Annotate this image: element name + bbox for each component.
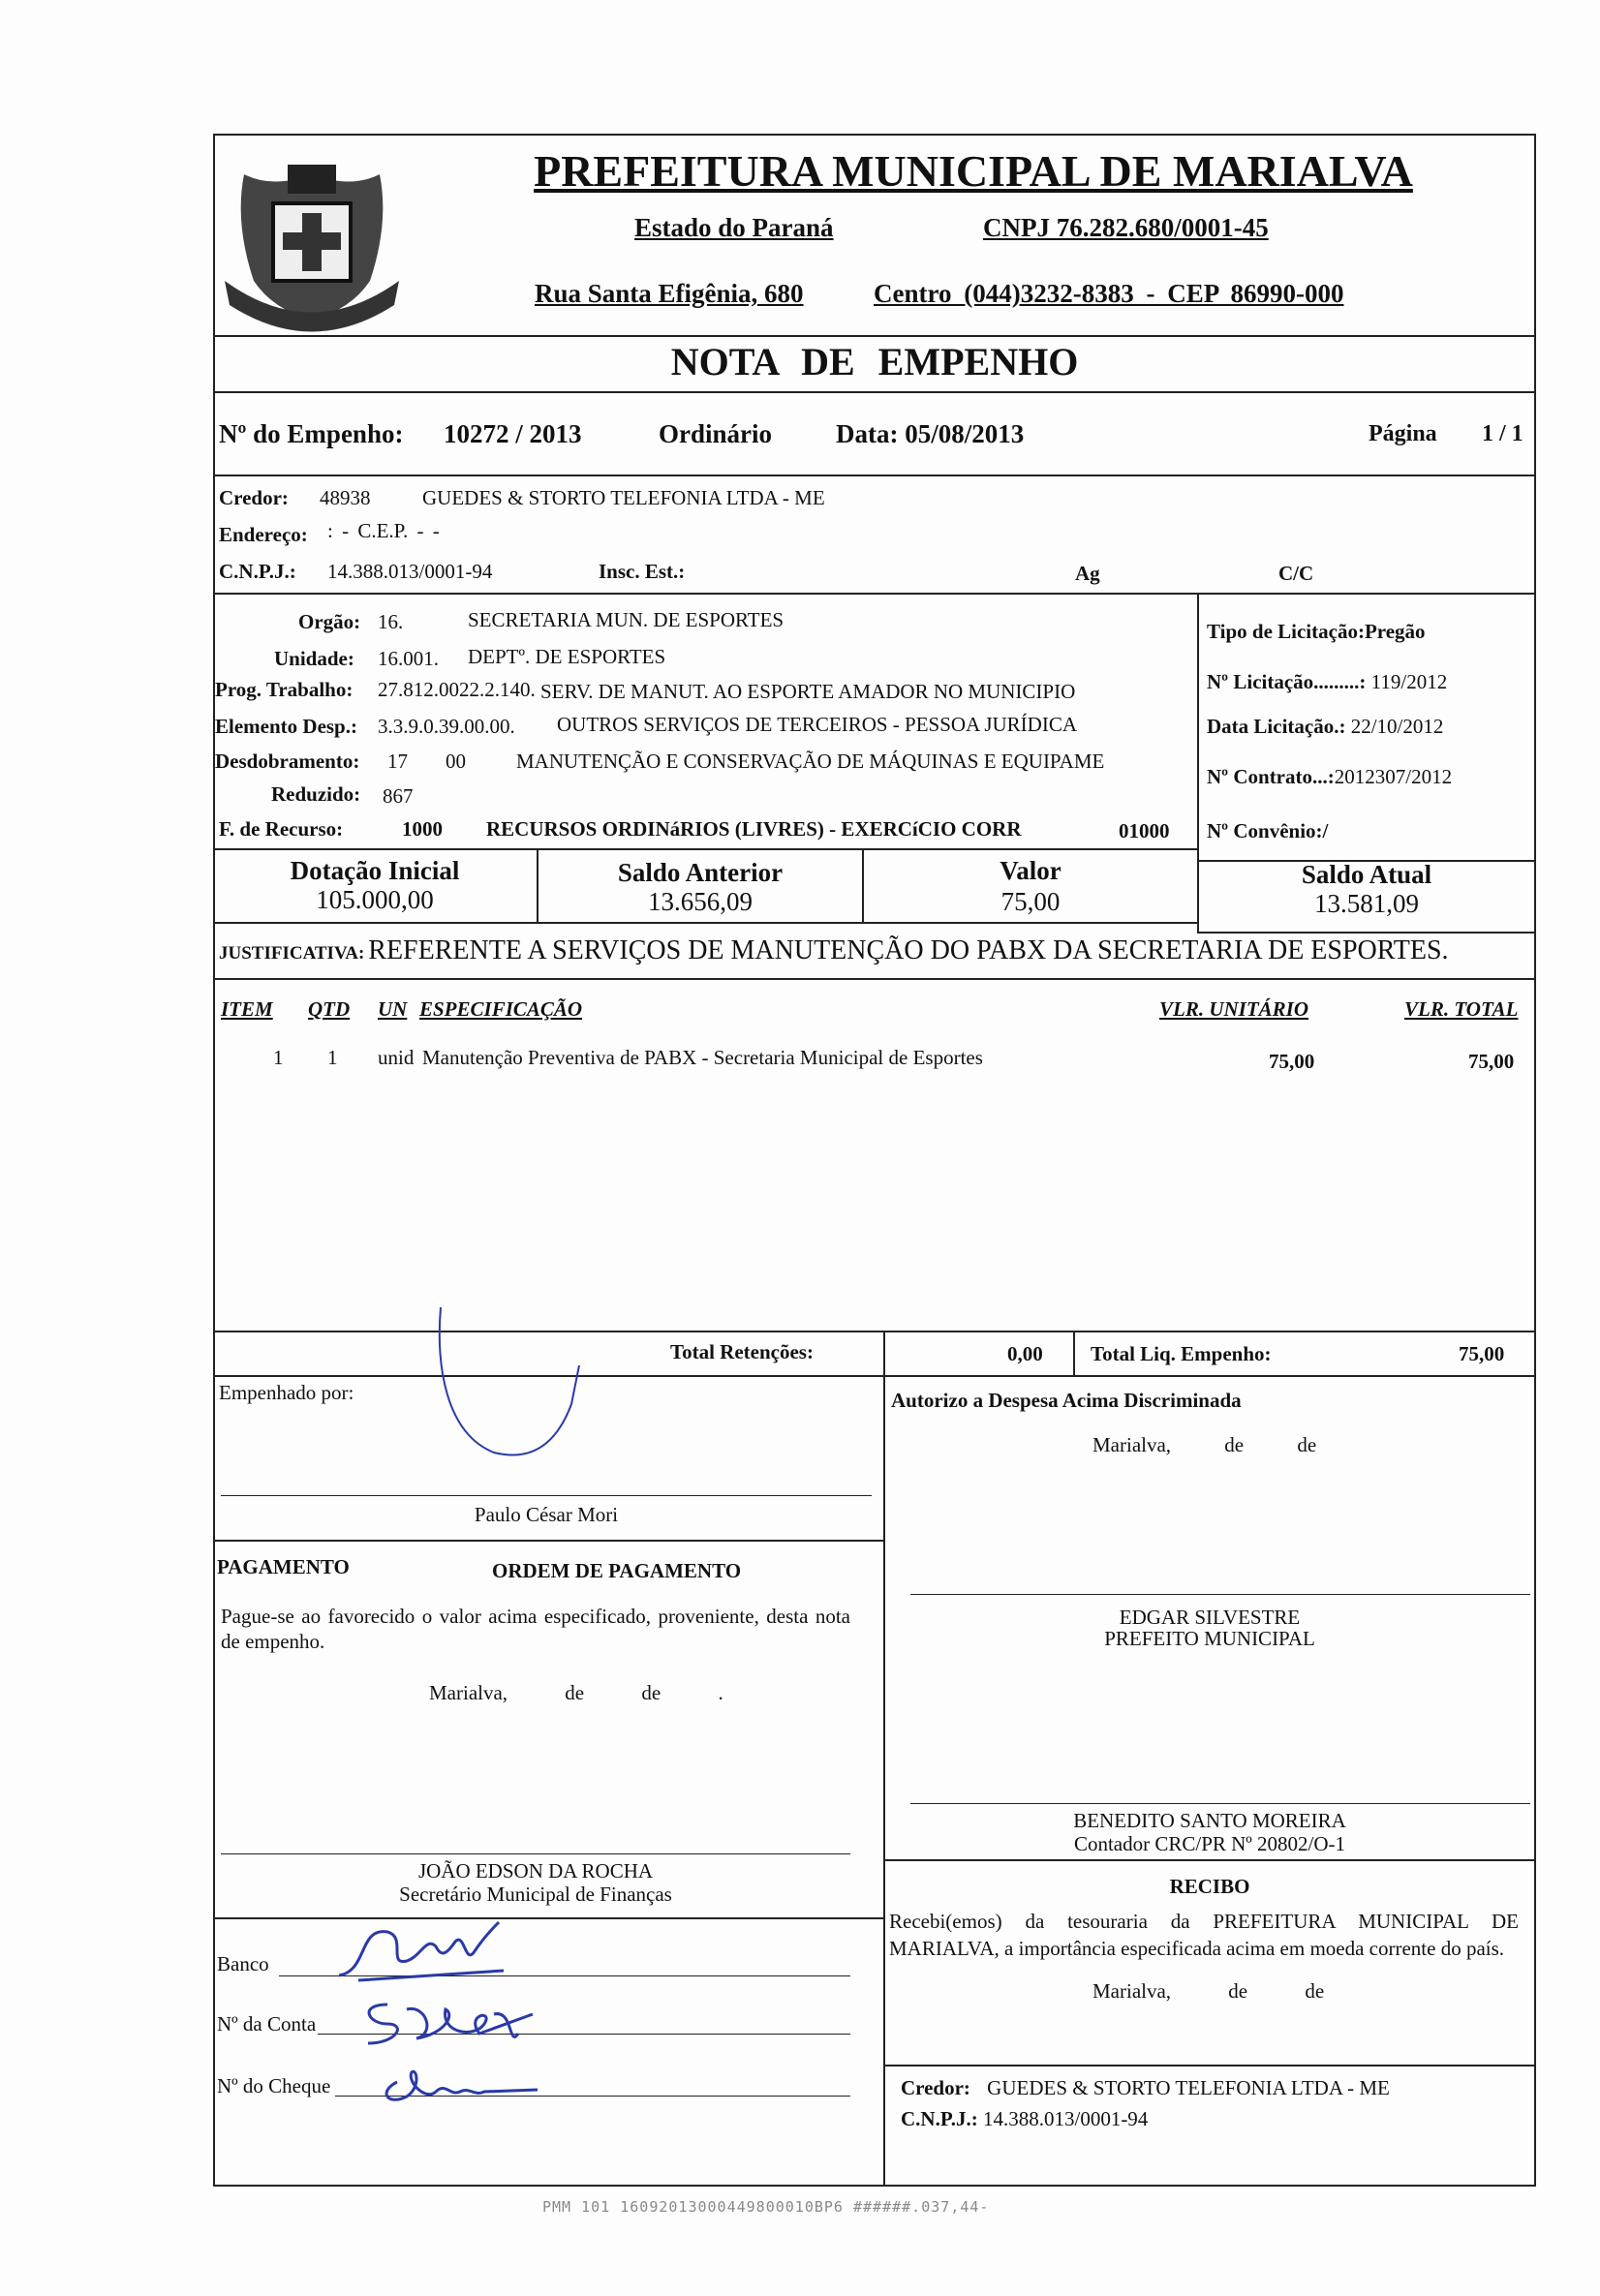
reduzido-label: Reduzido: — [271, 782, 361, 806]
signature-empenho — [426, 1307, 591, 1472]
banco-label: Banco — [217, 1952, 269, 1975]
licitacao-numero — [1207, 670, 1447, 694]
justificativa-text: REFERENTE A SERVIÇOS DE MANUTENÇÃO DO PABX DA SECRETARIA DE ESPORTES. — [368, 935, 1449, 965]
cheque-label: Nº do Cheque — [217, 2074, 331, 2097]
liq-label: Total Liq. Empenho: — [1091, 1342, 1272, 1365]
desdob-label: Desdobramento: — [215, 750, 360, 773]
recibo-cnpj — [901, 2107, 1148, 2131]
header-cnpj: CNPJ 76.282.680/0001-45 — [983, 213, 1269, 242]
valor-label: Valor — [1000, 856, 1062, 885]
unidade-code: 16.001. — [378, 647, 439, 670]
empenho-date: Data: 05/08/2013 — [836, 419, 1025, 448]
unidade-name: DEPTº. DE ESPORTES — [468, 645, 666, 668]
desdob-name: MANUTENÇÃO E CONSERVAÇÃO DE MÁQUINAS E EQUIPAME — [516, 750, 1105, 773]
row-un: unid — [378, 1046, 415, 1069]
recibo-credor — [901, 2076, 1390, 2100]
licitacao-numero-label: Nº Licitação.........: — [1207, 670, 1367, 693]
col-total: VLR. TOTAL — [1404, 997, 1519, 1021]
page-number: 1 / 1 — [1482, 421, 1523, 446]
authentication-stamp: PMM 101 16092013000449800010BP6 ######.037,44- — [542, 2198, 990, 2216]
signature-banco — [329, 1917, 513, 1985]
row-unit: 75,00 — [1269, 1050, 1315, 1073]
header-state: Estado do Paraná — [634, 213, 834, 242]
licitacao-data-value: 22/10/2012 — [1350, 715, 1444, 738]
secretario-title: Secretário Municipal de Finanças — [399, 1883, 672, 1906]
orgao-code: 16. — [378, 610, 404, 633]
unidade-label: Unidade: — [274, 647, 354, 670]
page-label: Página — [1369, 421, 1437, 446]
credor-label: Credor: — [219, 486, 289, 509]
prog-name: SERV. DE MANUT. AO ESPORTE AMADOR NO MUNICIPIO — [540, 680, 1076, 703]
ordem-label: ORDEM DE PAGAMENTO — [492, 1559, 742, 1582]
endereco-label: Endereço: — [219, 523, 308, 546]
document-title: NOTA DE EMPENHO — [670, 340, 1079, 383]
empenhado-name: Paulo César Mori — [474, 1503, 619, 1526]
municipal-crest — [215, 136, 409, 341]
recibo-date: Marialva, de de — [1092, 1979, 1325, 2003]
retencoes-value: 0,00 — [1007, 1342, 1043, 1365]
licitacao-convenio: Nº Convênio:/ — [1207, 819, 1329, 842]
endereco-value: : - C.E.P. - - — [327, 519, 440, 542]
licitacao-contrato-value: 2012307/2012 — [1334, 765, 1453, 788]
row-item: 1 — [273, 1046, 284, 1069]
contador-name: BENEDITO SANTO MOREIRA — [1073, 1809, 1346, 1832]
recibo-cnpj-label: C.N.P.J.: — [901, 2107, 978, 2130]
empenho-number: 10272 / 2013 — [444, 419, 582, 448]
header-street: Rua Santa Efigênia, 680 — [535, 279, 804, 308]
saldo-atual-value: 13.581,09 — [1314, 889, 1419, 918]
prog-code: 27.812.0022.2.140. — [378, 678, 536, 701]
prog-label: Prog. Trabalho: — [215, 678, 354, 701]
licitacao-contrato-label: Nº Contrato...: — [1207, 765, 1335, 788]
licitacao-numero-value: 119/2012 — [1370, 670, 1448, 693]
secretario-name: JOÃO EDSON DA ROCHA — [417, 1859, 654, 1883]
recibo-cnpj-value: 14.388.013/0001-94 — [982, 2107, 1149, 2130]
col-un: UN — [378, 997, 408, 1021]
recibo-text: Recebi(emos) da tesouraria da PREFEITURA MUNICIPAL DE MARIALVA, a importância especificada acima em moeda corrente do país. — [889, 1910, 1519, 1960]
recurso-label: F. de Recurso: — [219, 817, 344, 841]
pagamento-date: Marialva, de de . — [429, 1681, 723, 1704]
insc-label: Insc. Est.: — [599, 560, 686, 583]
recurso-num: 01000 — [1119, 819, 1170, 842]
recurso-code: 1000 — [402, 817, 443, 841]
row-total: 75,00 — [1468, 1050, 1515, 1073]
recurso-name: RECURSOS ORDINáRIOS (LIVRES) - EXERCíCIO CORR — [486, 817, 1022, 841]
recibo-credor-label: Credor: — [901, 2076, 970, 2099]
signature-cheque — [368, 2053, 542, 2111]
licitacao-contrato — [1207, 765, 1452, 789]
retencoes-label: Total Retenções: — [670, 1340, 814, 1363]
justificativa — [219, 935, 1449, 966]
liq-value: 75,00 — [1459, 1342, 1505, 1365]
desdob-sub: 00 — [446, 750, 466, 773]
col-item: ITEM — [221, 997, 273, 1021]
empenho-label: Nº do Empenho: — [219, 419, 404, 448]
autorizo-date: Marialva, de de — [1092, 1433, 1317, 1456]
prefeito-name: EDGAR SILVESTRE — [1119, 1606, 1301, 1629]
saldo-anterior-label: Saldo Anterior — [617, 858, 784, 887]
row-qtd: 1 — [327, 1046, 338, 1069]
saldo-anterior-value: 13.656,09 — [648, 887, 753, 916]
empenhado-label: Empenhado por: — [219, 1381, 354, 1404]
col-spec: ESPECIFICAÇÃO — [419, 997, 583, 1021]
pagamento-label: PAGAMENTO — [217, 1555, 350, 1578]
elemento-code: 3.3.9.0.39.00.00. — [378, 715, 515, 738]
reduzido-value: 867 — [383, 784, 414, 808]
cnpj-label: C.N.P.J.: — [219, 560, 296, 583]
elemento-label: Elemento Desp.: — [215, 715, 357, 738]
dotacao-label: Dotação Inicial — [290, 856, 460, 885]
empenho-type: Ordinário — [659, 419, 773, 448]
header-district: Centro (044)3232-8383 - CEP 86990-000 — [874, 279, 1344, 308]
justificativa-label: JUSTIFICATIVA: — [219, 943, 365, 964]
credor-code: 48938 — [320, 486, 371, 509]
dotacao-value: 105.000,00 — [316, 885, 434, 914]
orgao-label: Orgão: — [298, 610, 361, 633]
cc-label: C/C — [1278, 562, 1314, 585]
recibo-credor-value: GUEDES & STORTO TELEFONIA LTDA - ME — [987, 2076, 1390, 2099]
saldo-atual-label: Saldo Atual — [1301, 860, 1432, 889]
licitacao-tipo: Tipo de Licitação:Pregão — [1207, 620, 1426, 643]
contador-title: Contador CRC/PR Nº 20802/O-1 — [1073, 1832, 1346, 1855]
prefeito-title: PREFEITO MUNICIPAL — [1104, 1627, 1315, 1650]
credor-name: GUEDES & STORTO TELEFONIA LTDA - ME — [422, 486, 825, 509]
licitacao-data-label: Data Licitação.: — [1207, 715, 1346, 738]
table-row — [213, 1046, 1536, 1075]
header-title: PREFEITURA MUNICIPAL DE MARIALVA — [534, 146, 1413, 196]
row-spec: Manutenção Preventiva de PABX - Secretaria Municipal de Esportes — [422, 1046, 983, 1069]
valor-value: 75,00 — [1000, 887, 1061, 916]
pagamento-text: Pague-se ao favorecido o valor acima especificado, proveniente, desta nota de empenho. — [221, 1605, 850, 1653]
elemento-name: OUTROS SERVIÇOS DE TERCEIROS - PESSOA JURÍDICA — [557, 713, 1078, 736]
desdob-code: 17 — [387, 750, 408, 773]
orgao-name: SECRETARIA MUN. DE ESPORTES — [468, 608, 785, 631]
signature-conta — [349, 1995, 542, 2053]
recibo-label: RECIBO — [1169, 1875, 1250, 1898]
licitacao-data — [1207, 715, 1443, 739]
ag-label: Ag — [1075, 562, 1100, 585]
col-unit: VLR. UNITÁRIO — [1159, 997, 1309, 1021]
conta-label: Nº da Conta — [217, 2012, 317, 2036]
cnpj-value: 14.388.013/0001-94 — [327, 560, 493, 583]
col-qtd: QTD — [308, 997, 351, 1021]
autorizo-text: Autorizo a Despesa Acima Discriminada — [891, 1389, 1242, 1412]
